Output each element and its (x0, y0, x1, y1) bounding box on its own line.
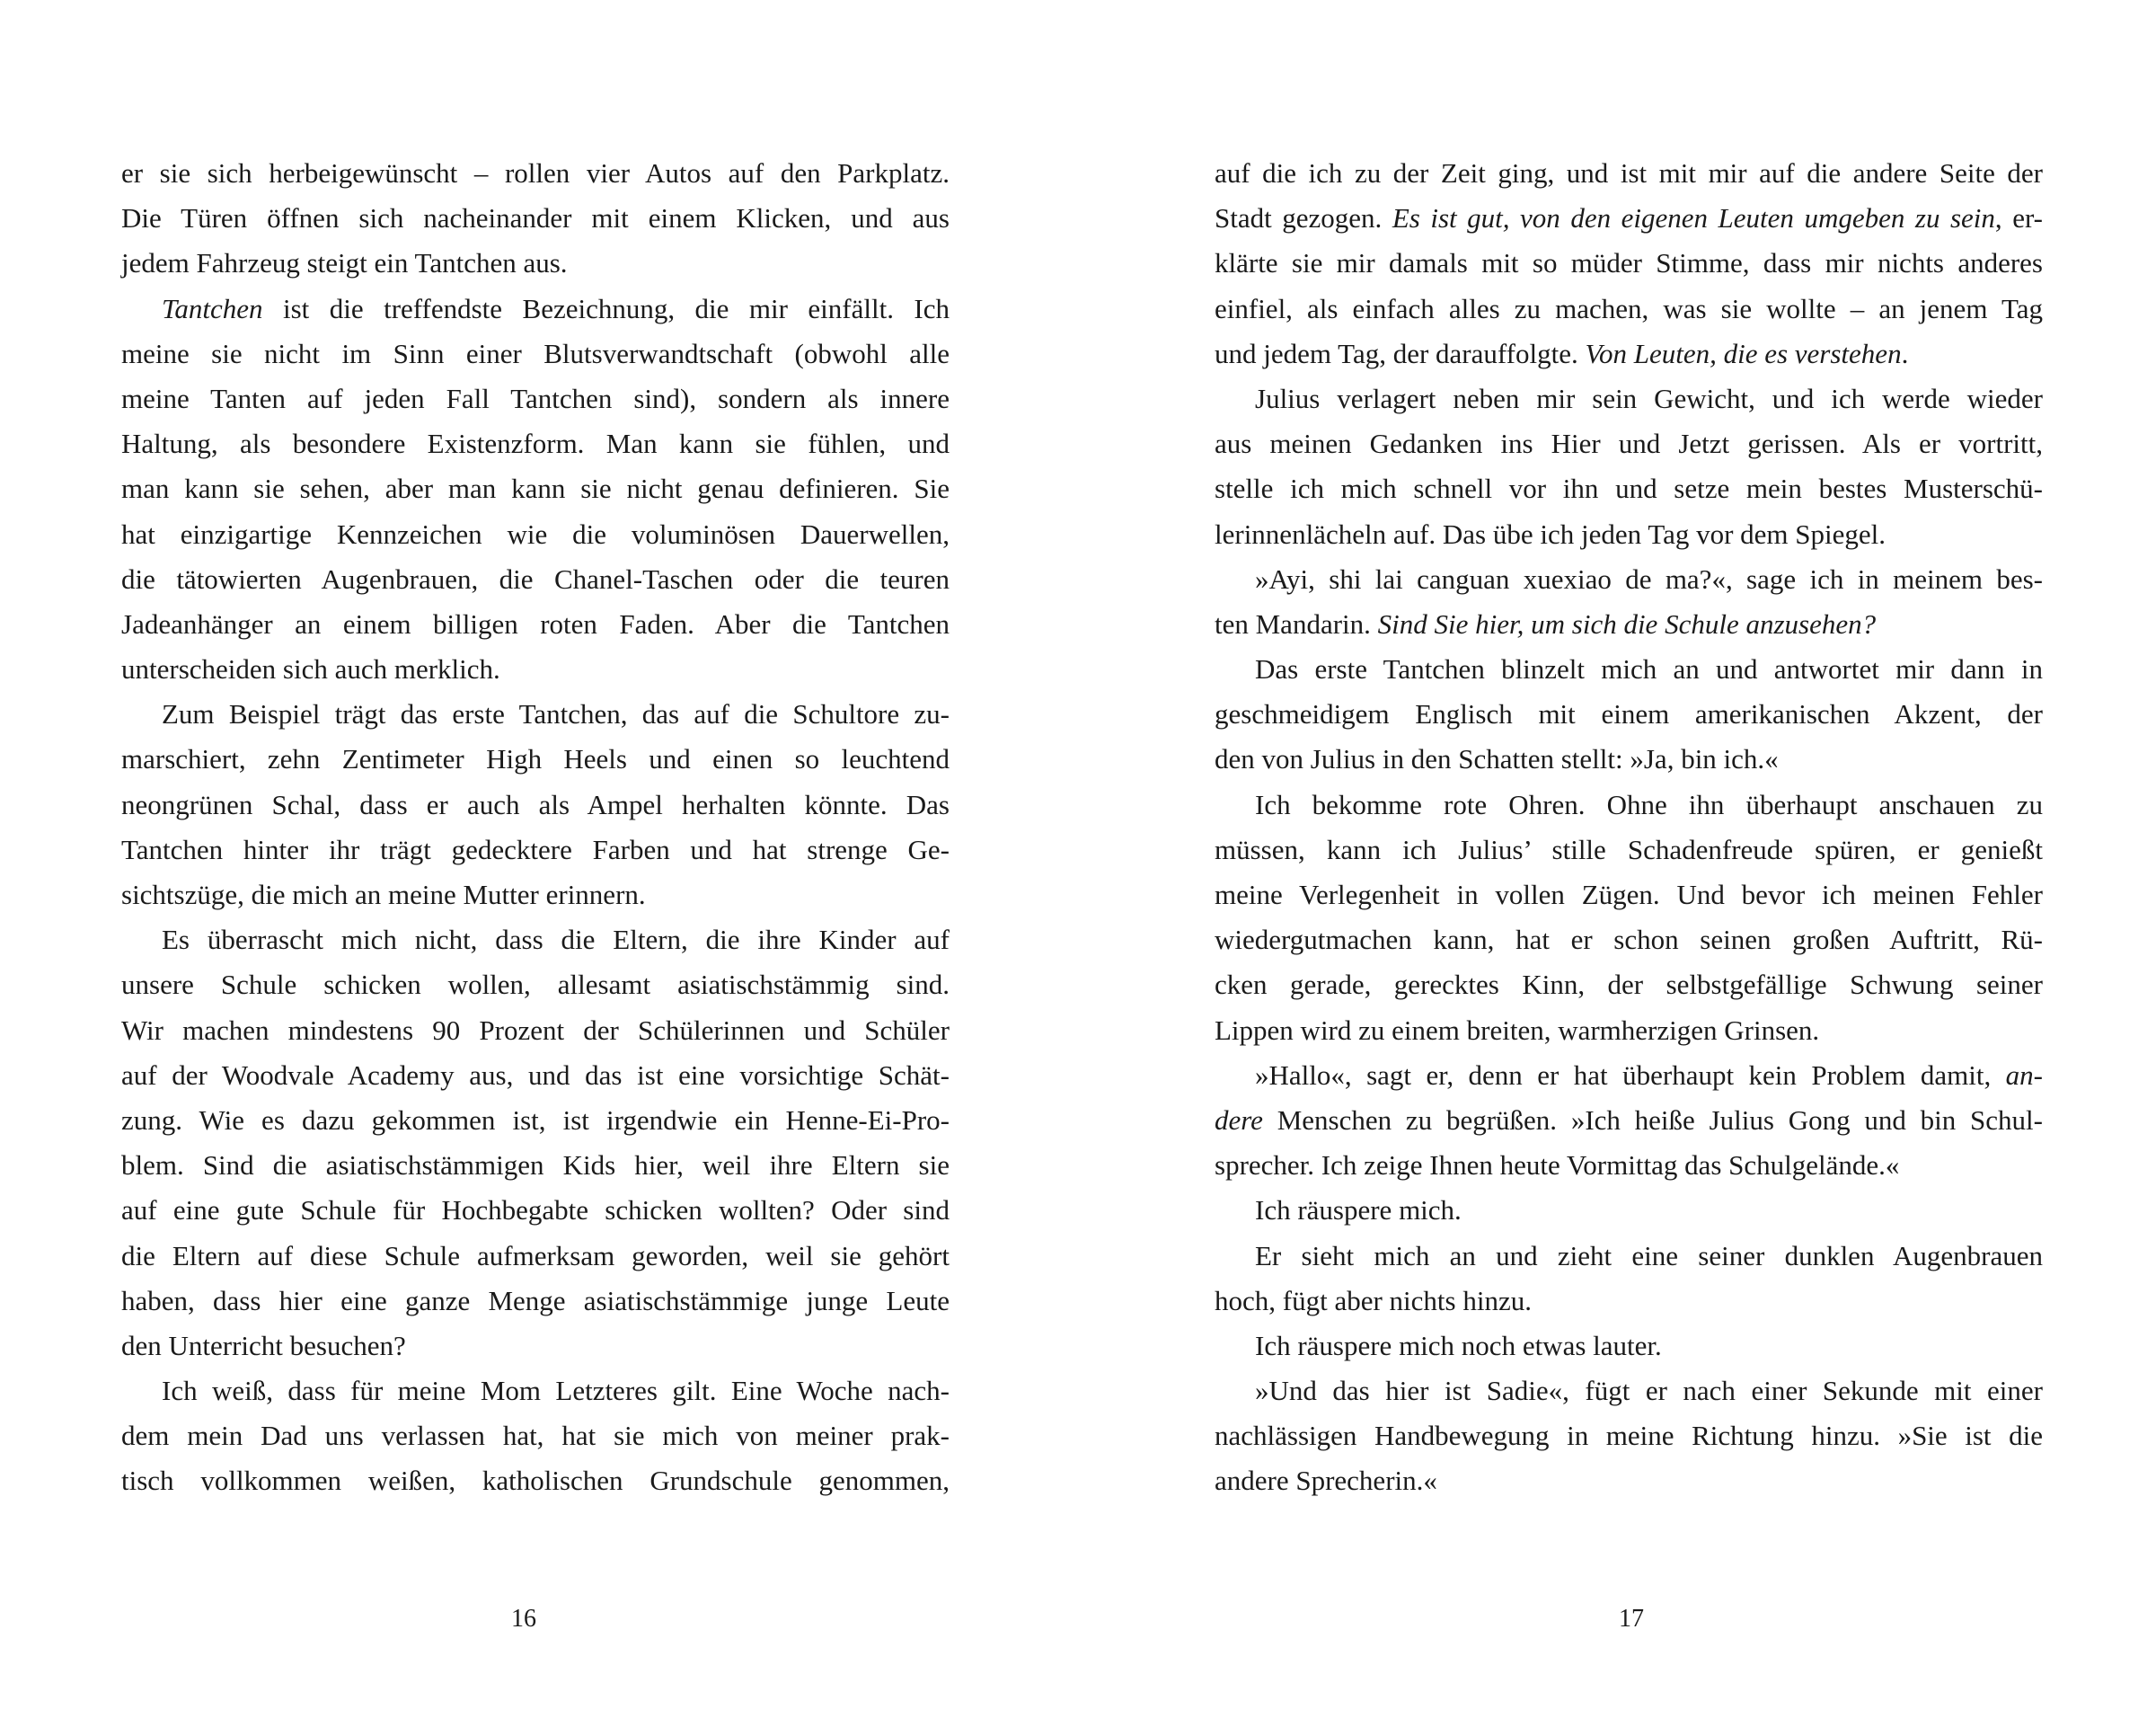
text-line (121, 692, 950, 737)
text-line-content (1215, 1413, 2043, 1458)
text-line-content (121, 602, 950, 647)
text-line (121, 783, 950, 828)
text-segment: und jedem Tag, der darauffolgte. (1215, 337, 1586, 369)
text-segment: Wir machen mindestens 90 Prozent der Schülerinnen und Schüler (121, 1014, 950, 1046)
text-line (1215, 421, 2043, 466)
italic-text: Tantchen (162, 292, 263, 324)
text-line-content (1215, 1008, 1819, 1053)
text-line (1215, 783, 2043, 828)
text-line (1215, 1234, 2043, 1279)
text-line (1215, 1458, 2043, 1503)
text-segment: man kann sie sehen, aber man kann sie nicht genau definieren. Sie (121, 473, 950, 505)
text-line-content (121, 512, 950, 557)
text-line (1215, 332, 2043, 376)
text-line (1215, 1368, 2043, 1413)
text-line (121, 287, 950, 332)
text-segment: marschiert, zehn Zentimeter High Heels und einen so leuchtend (121, 743, 950, 775)
text-line-content (162, 1368, 950, 1413)
text-line (121, 512, 950, 557)
text-line (1215, 828, 2043, 872)
text-segment: sichtszüge, die mich an meine Mutter erinnern. (121, 879, 646, 910)
text-segment: zung. Wie es dazu gekommen ist, ist irgendwie ein Henne-Ei-Pro- (121, 1103, 950, 1136)
text-segment: meine sie nicht im Sinn einer Blutsverwandtschaft (obwohl alle (121, 337, 950, 369)
text-segment: auf die ich zu der Zeit ging, und ist mit mir auf die andere Seite der (1215, 157, 2043, 189)
text-segment: auf eine gute Schule für Hochbegabte schicken wollten? Oder sind (121, 1194, 950, 1227)
text-line (1215, 602, 2043, 647)
text-line-content (121, 647, 500, 692)
text-line-content (162, 917, 950, 962)
text-line (1215, 196, 2043, 241)
text-line (1215, 1324, 2043, 1368)
text-line (121, 1234, 950, 1279)
text-segment: geschmeidigem Englisch mit einem amerikanischen Akzent, der (1215, 698, 2043, 731)
text-line-content (121, 332, 950, 376)
text-segment: Zum Beispiel trägt das erste Tantchen, das auf die Schultore zu- (162, 698, 950, 731)
text-line (1215, 737, 2043, 782)
text-segment: Tantchen hinter ihr trägt gedecktere Farben und hat strenge Ge- (121, 833, 950, 865)
text-line (121, 466, 950, 511)
text-line-content (121, 376, 950, 421)
text-line (1215, 557, 2043, 602)
text-segment: »Hallo«, sagt er, denn er hat überhaupt kein Problem damit, (1255, 1058, 2006, 1091)
text-line (1215, 962, 2043, 1007)
text-segment: unterscheiden sich auch merklich. (121, 653, 500, 686)
text-line (121, 828, 950, 872)
text-segment: haben, dass hier eine ganze Menge asiatischstämmige junge Leute (121, 1284, 950, 1316)
text-line (1215, 647, 2043, 692)
text-line (1215, 692, 2043, 737)
italic-text: Es ist gut, von den eigenen Leuten umgeben zu sein (1392, 202, 1995, 235)
text-segment: »Ayi, shi lai canguan xuexiao de ma?«, sage ich in meinem bes- (1255, 562, 2043, 595)
text-segment: die Eltern auf diese Schule aufmerksam geworden, weil sie gehört (121, 1239, 950, 1271)
text-line (1215, 512, 2043, 557)
text-line-content (121, 1098, 950, 1143)
text-line (121, 917, 950, 962)
text-line (121, 1279, 950, 1324)
text-line-content (1215, 466, 2043, 511)
italic-text: Von Leuten, die es verstehen (1585, 337, 1902, 369)
text-line-content (1215, 421, 2043, 466)
page-number-right: 17 (1619, 1605, 1644, 1633)
text-line-content (121, 828, 950, 872)
text-line (121, 1143, 950, 1188)
text-segment: Ich bekomme rote Ohren. Ohne ihn überhaupt anschauen zu (1255, 788, 2043, 820)
text-line (1215, 1188, 2043, 1233)
text-line-content (121, 1234, 950, 1279)
left-page-text (121, 151, 950, 1504)
text-line (121, 241, 950, 286)
text-line-content (1255, 1234, 2043, 1279)
text-segment: hoch, fügt aber nichts hinzu. (1215, 1284, 1532, 1316)
text-line-content (121, 1188, 950, 1233)
text-segment: lerinnenlächeln auf. Das übe ich jeden Tag vor dem Spiegel. (1215, 518, 1886, 550)
text-line (1215, 287, 2043, 332)
text-line-content (1215, 872, 2043, 917)
text-segment: meine Verlegenheit in vollen Zügen. Und bevor ich meinen Fehler (1215, 879, 2043, 910)
text-line-content (1215, 737, 1779, 782)
text-segment: den von Julius in den Schatten stellt: »Ja, bin ich.« (1215, 743, 1779, 775)
text-segment: Es überrascht mich nicht, dass die Eltern, die ihre Kinder auf (162, 924, 950, 956)
text-line-content (1215, 196, 2043, 241)
text-segment: blem. Sind die asiatischstämmigen Kids hier, weil ihre Eltern sie (121, 1149, 950, 1182)
text-line-content (1255, 1053, 2043, 1098)
text-line (121, 602, 950, 647)
text-line (1215, 1008, 2043, 1053)
text-line-content (121, 1279, 950, 1324)
text-line (1215, 376, 2043, 421)
text-line (121, 737, 950, 782)
text-line-content (121, 783, 950, 828)
text-segment: Haltung, als besondere Existenzform. Man kann sie fühlen, und (121, 428, 950, 460)
text-line-content (1215, 692, 2043, 737)
text-segment: Stadt gezogen. (1215, 202, 1392, 235)
text-line (1215, 1053, 2043, 1098)
text-line-content (1255, 647, 2043, 692)
text-line (121, 1008, 950, 1053)
text-line (121, 1053, 950, 1098)
text-line-content (121, 1324, 406, 1368)
right-page (1078, 0, 2156, 1718)
text-line (1215, 1098, 2043, 1143)
text-line (121, 196, 950, 241)
right-page-text (1215, 151, 2043, 1504)
text-line (1215, 872, 2043, 917)
text-line-content (1215, 602, 1876, 647)
text-line-content (121, 1143, 950, 1188)
text-segment: nachlässigen Handbewegung in meine Richtung hinzu. »Sie ist die (1215, 1420, 2043, 1452)
text-segment: sprecher. Ich zeige Ihnen heute Vormittag das Schulgelände.« (1215, 1149, 1900, 1182)
text-line (121, 1368, 950, 1413)
text-line-content (1255, 783, 2043, 828)
text-line-content (121, 737, 950, 782)
text-segment: er sie sich herbeigewünscht – rollen vier Autos auf den Parkplatz. (121, 157, 950, 189)
text-segment: »Und das hier ist Sadie«, fügt er nach einer Sekunde mit einer (1255, 1375, 2043, 1407)
text-line-content (121, 1413, 950, 1458)
text-line (121, 1324, 950, 1368)
text-line-content (121, 151, 950, 196)
text-segment: aus meinen Gedanken ins Hier und Jetzt gerissen. Als er vortritt, (1215, 428, 2043, 460)
text-line (121, 962, 950, 1007)
text-line (121, 872, 950, 917)
text-segment: cken gerade, gerecktes Kinn, der selbstgefällige Schwung seiner (1215, 969, 2043, 1001)
text-line-content (1215, 512, 1886, 557)
text-line-content (1255, 1368, 2043, 1413)
text-line (1215, 1413, 2043, 1458)
text-segment: . (1901, 337, 1909, 369)
text-segment: Menschen zu begrüßen. »Ich heiße Julius Gong und bin Schul- (1262, 1103, 2043, 1136)
text-line (1215, 1143, 2043, 1188)
text-line-content (121, 421, 950, 466)
text-segment: , er- (1994, 202, 2043, 235)
text-line-content (1215, 332, 1908, 376)
text-line-content (1215, 828, 2043, 872)
italic-text: Sind Sie hier, um sich die Schule anzusehen? (1377, 607, 1877, 640)
text-segment: Er sieht mich an und zieht eine seiner dunklen Augenbrauen (1255, 1239, 2043, 1271)
text-segment: Lippen wird zu einem breiten, warmherzigen Grinsen. (1215, 1014, 1820, 1046)
text-line (121, 1458, 950, 1503)
text-segment: neongrünen Schal, dass er auch als Ampel herhalten könnte. Das (121, 788, 950, 820)
text-line (121, 376, 950, 421)
text-line-content (1215, 241, 2043, 286)
italic-text: dere (1215, 1103, 1263, 1136)
text-segment: hat einzigartige Kennzeichen wie die voluminösen Dauerwellen, (121, 518, 950, 550)
text-line-content (1215, 151, 2043, 196)
text-segment: stelle ich mich schnell vor ihn und setze mein bestes Musterschü- (1215, 473, 2043, 505)
text-line (1215, 241, 2043, 286)
text-line-content (121, 241, 568, 286)
text-segment: tisch vollkommen weißen, katholischen Grundschule genommen, (121, 1465, 950, 1497)
text-line (121, 557, 950, 602)
text-segment: die tätowierten Augenbrauen, die Chanel-Taschen oder die teuren (121, 562, 950, 595)
text-segment: Julius verlagert neben mir sein Gewicht, und ich werde wieder (1255, 382, 2043, 414)
text-line-content (1215, 962, 2043, 1007)
text-line-content (1215, 1143, 1899, 1188)
text-line (1215, 1279, 2043, 1324)
text-line (121, 332, 950, 376)
text-line-content (121, 196, 950, 241)
text-line (121, 151, 950, 196)
text-line-content (1215, 287, 2043, 332)
text-line-content (1215, 1279, 1532, 1324)
text-segment: Ich räuspere mich. (1255, 1194, 1462, 1227)
text-segment: wiedergutmachen kann, hat er schon seinen großen Auftritt, Rü- (1215, 924, 2043, 956)
text-line (1215, 917, 2043, 962)
text-line-content (121, 1458, 950, 1503)
text-segment: klärte sie mir damals mit so müder Stimme, dass mir nichts anderes (1215, 247, 2043, 279)
text-line-content (121, 872, 646, 917)
text-segment: Die Türen öffnen sich nacheinander mit einem Klicken, und aus (121, 202, 950, 235)
text-line-content (1255, 557, 2043, 602)
text-segment: Ich räuspere mich noch etwas lauter. (1255, 1329, 1662, 1361)
text-segment: meine Tanten auf jeden Fall Tantchen sind), sondern als innere (121, 382, 950, 414)
text-segment: Jadeanhänger an einem billigen roten Faden. Aber die Tantchen (121, 607, 950, 640)
text-line-content (121, 557, 950, 602)
text-line-content (162, 287, 950, 332)
text-line-content (121, 1008, 950, 1053)
text-segment: müssen, kann ich Julius’ stille Schadenfreude spüren, er genießt (1215, 833, 2043, 865)
text-segment: auf der Woodvale Academy aus, und das ist eine vorsichtige Schät- (121, 1058, 950, 1091)
text-line (121, 1098, 950, 1143)
text-line-content (1215, 1458, 1437, 1503)
text-segment: einfiel, als einfach alles zu machen, was sie wollte – an jenem Tag (1215, 292, 2043, 324)
text-segment: jedem Fahrzeug steigt ein Tantchen aus. (121, 247, 568, 279)
text-line (121, 647, 950, 692)
text-line-content (1255, 1324, 1662, 1368)
text-line-content (1215, 917, 2043, 962)
text-segment: Ich weiß, dass für meine Mom Letzteres gilt. Eine Woche nach- (162, 1375, 950, 1407)
text-line-content (121, 466, 950, 511)
text-line-content (121, 962, 950, 1007)
text-line (1215, 466, 2043, 511)
page-number-left: 16 (511, 1605, 536, 1633)
text-segment: den Unterricht besuchen? (121, 1329, 406, 1361)
italic-text: an- (2005, 1058, 2043, 1091)
text-line (121, 1188, 950, 1233)
text-line (121, 421, 950, 466)
text-line-content (121, 1053, 950, 1098)
text-line-content (1215, 1098, 2043, 1143)
text-line-content (162, 692, 950, 737)
text-line (121, 1413, 950, 1458)
text-line-content (1255, 376, 2043, 421)
text-segment: unsere Schule schicken wollen, allesamt asiatischstämmig sind. (121, 969, 950, 1001)
text-segment: dem mein Dad uns verlassen hat, hat sie mich von meiner prak- (121, 1420, 950, 1452)
text-line-content (1255, 1188, 1462, 1233)
text-segment: andere Sprecherin.« (1215, 1465, 1437, 1497)
text-segment: ten Mandarin. (1215, 607, 1378, 640)
text-segment: ist die treffendste Bezeichnung, die mir einfällt. Ich (262, 292, 950, 324)
text-line (1215, 151, 2043, 196)
text-segment: Das erste Tantchen blinzelt mich an und antwortet mir dann in (1255, 653, 2043, 686)
